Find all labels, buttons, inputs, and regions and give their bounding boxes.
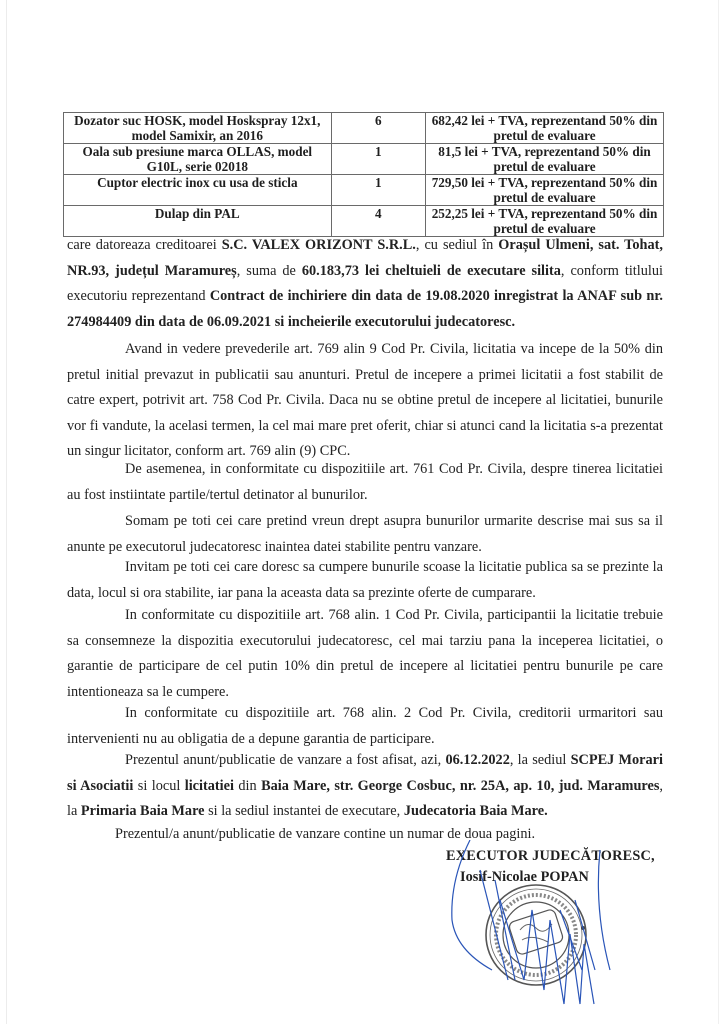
item-price: 729,50 lei + TVA, reprezentand 50% din pretul de evaluare <box>426 175 664 206</box>
text: , cu sediul în <box>415 237 499 253</box>
debt-paragraph <box>67 233 663 335</box>
guarantee-paragraph <box>67 603 663 705</box>
text: , suma de <box>236 262 302 279</box>
item-name: Cuptor electric inox cu usa de sticla <box>64 175 332 206</box>
creditor-name: S.C. VALEX ORIZONT S.R.L. <box>221 237 416 253</box>
paragraph-text: Avand in vedere prevederile art. 769 alin 9 Cod Pr. Civila, licitatia va incepe de la 50% din pretul initial prevazut in publicatii sau anunturi. Pretul de incepere a primei licitatii a fost stabilit de catre expert, potrivit art. 758 Cod Pr. Civila. Daca nu se obtine pretul de incepere al licitatiei, bunurile vor fi vandute, la acelasi termen, la cel mai mare pret oferit, chiar si atunci cand la licitatia s-a prezentat un singur licitator, conform art. 769 alin (9) CPC. <box>67 341 663 459</box>
table-row <box>64 144 664 175</box>
city-hall: Primaria Baia Mare <box>80 803 205 819</box>
creditors-paragraph <box>67 701 663 752</box>
item-price: 682,42 lei + TVA, reprezentand 50% din pretul de evaluare <box>426 113 664 144</box>
item-qty: 1 <box>331 175 425 206</box>
item-name: Dozator suc HOSK, model Hoskspray 12x1, model Samixir, an 2016 <box>64 113 332 144</box>
invitation-paragraph <box>67 555 663 606</box>
item-name: Dulap din PAL <box>64 206 332 237</box>
item-price: 81,5 lei + TVA, reprezentand 50% din pretul de evaluare <box>426 144 664 175</box>
signature-name: Iosif-Nicolae POPAN <box>460 869 589 885</box>
item-price: 252,25 lei + TVA, reprezentand 50% din pretul de evaluare <box>426 206 664 237</box>
office-name: SCPEJ Morari si Asociatii <box>67 752 663 794</box>
enforcement-title: Contract de inchiriere din data de 19.08.2020 inregistrat la ANAF sub nr. 274984409 din data de 06.09.2021 si incheierile executorului judecatoresc. <box>67 288 663 330</box>
paragraph-text: Somam pe toti cei care pretind vreun drept asupra bunurilor urmarite descrise mai sus sa il anunte pe executorul judecatoresc inaintea datei stabilite pentru vanzare. <box>67 513 663 555</box>
auction-start-paragraph <box>67 337 663 465</box>
item-qty: 1 <box>331 144 425 175</box>
scan-edge-right <box>718 0 723 1024</box>
debt-amount: 60.183,73 lei cheltuieli de executare silita <box>301 262 561 279</box>
paragraph-text: Prezentul/a anunt/publicatie de vanzare contine un numar de doua pagini. <box>115 826 536 842</box>
creditor-address: Orașul Ulmeni, sat. Tohat, NR.93, județul Maramureș <box>67 237 663 279</box>
items-table <box>63 112 664 237</box>
signature-title: EXECUTOR JUDECĂTORESC, <box>446 848 655 864</box>
posting-paragraph <box>67 748 663 825</box>
place-label: licitatiei <box>184 777 234 794</box>
text: si locul <box>133 777 185 794</box>
text: din <box>233 777 262 794</box>
item-qty: 4 <box>331 206 425 237</box>
posting-date: 06.12.2022 <box>445 752 510 768</box>
text: care datoreaza creditoarei <box>67 237 222 253</box>
paragraph-text: De asemenea, in conformitate cu dispozitiile art. 761 Cod Pr. Civila, despre tinerea licitatiei au fost instiintate partile/tertul detinator al bunurilor. <box>67 461 663 503</box>
notification-paragraph <box>67 457 663 508</box>
text: Prezentul anunt/publicatie de vanzare a fost afisat, azi, <box>125 752 446 768</box>
scan-edge-left <box>0 0 7 1024</box>
auction-address: Baia Mare, str. George Cosbuc, nr. 25A, ap. 10, jud. Maramures <box>261 777 660 794</box>
text: , la sediul <box>509 752 571 768</box>
paragraph-text: In conformitate cu dispozitiile art. 768 alin. 2 Cod Pr. Civila, creditorii urmaritori sau intervenienti nu au obligatia de a depune garantia de participare. <box>67 705 663 747</box>
table-row <box>64 175 664 206</box>
claims-paragraph <box>67 509 663 560</box>
signature-icon <box>440 840 660 1020</box>
text: , conform titlului executoriu reprezentand <box>67 262 663 304</box>
text: si la sediul instantei de executare, <box>204 803 404 819</box>
table-row <box>64 113 664 144</box>
item-qty: 6 <box>331 113 425 144</box>
text: , la <box>67 777 663 819</box>
paragraph-text: In conformitate cu dispozitiile art. 768 alin. 1 Cod Pr. Civila, participantii la licitatie trebuie sa consemneze la dispozitia executorului judecatoresc, cel mai tarziu pana la inceperea licitatiei, o garantie de participare de cel putin 10% din pretul de incepere al licitatiei pentru bunurile pe care intentioneaza sa le cumpere. <box>67 607 663 700</box>
item-name: Oala sub presiune marca OLLAS, model G10L, serie 02018 <box>64 144 332 175</box>
court-name: Judecatoria Baia Mare. <box>403 803 548 819</box>
paragraph-text: Invitam pe toti cei care doresc sa cumpere bunurile scoase la licitatie publica sa se prezinte la data, locul si ora stabilite, iar pana la aceasta data sa prezinte oferte de cumparare. <box>67 559 663 601</box>
table-row <box>64 206 664 237</box>
